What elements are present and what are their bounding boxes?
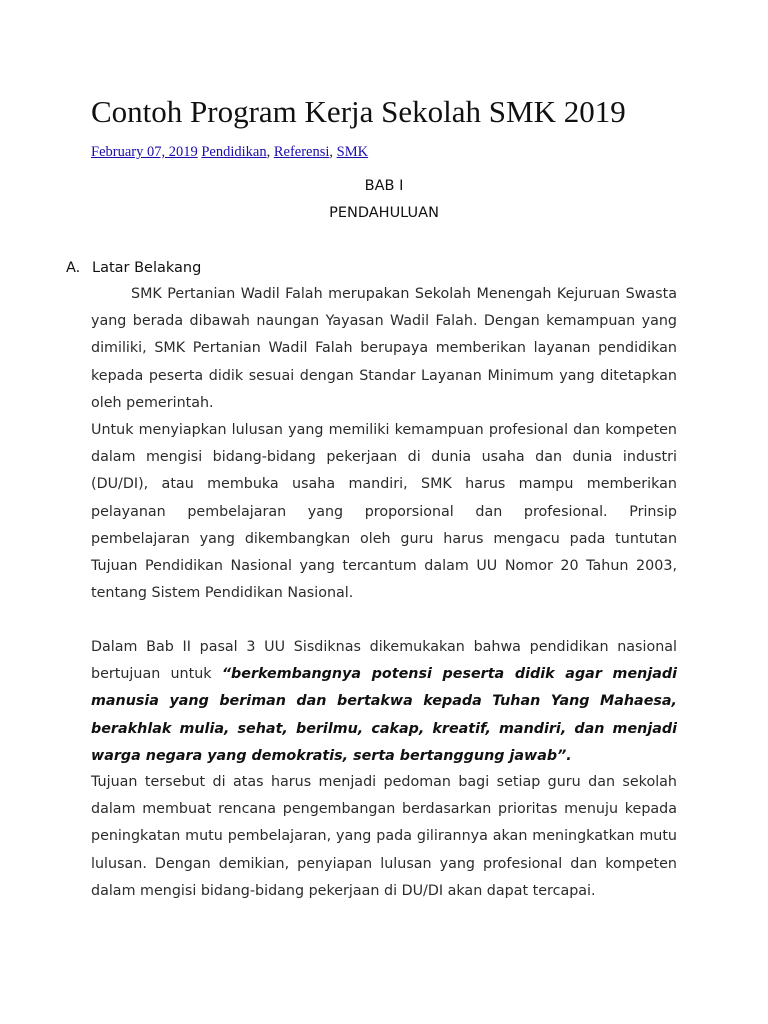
law-quote: “berkembangnya potensi peserta didik agar menjadi manusia yang beriman dan bertakwa kepada Tuhan Yang Mahaesa, berakhlak mulia, sehat, berilmu, cakap, kreatif, mandiri, dan menjadi warga negara yang demokratis, serta bertanggung jawab”.: [91, 666, 678, 764]
page-title: Contoh Program Kerja Sekolah SMK 2019: [91, 94, 626, 129]
section-heading: [66, 258, 201, 278]
tag-separator: ,: [329, 144, 337, 160]
chapter-number: BAB I: [364, 178, 404, 194]
section-marker: A.: [66, 260, 81, 276]
section-title: Latar Belakang: [92, 260, 202, 276]
post-meta: [91, 142, 368, 162]
chapter-title: PENDAHULUAN: [329, 205, 439, 221]
tag-link-pendidikan[interactable]: Pendidikan: [201, 144, 267, 160]
paragraph-2: Untuk menyiapkan lulusan yang memiliki kemampuan profesional dan kompeten dalam mengisi bidang-bidang pekerjaan di dunia usaha dan dunia industri (DU/DI), atau membuka usaha mandiri, SMK harus mampu memberikan pelayanan pembelajaran yang proporsional dan profesional. Prinsip pembelajaran yang dikembangkan oleh guru harus mengacu pada tuntutan Tujuan Pendidikan Nasional yang tercantum dalam UU Nomor 20 Tahun 2003, tentang Sistem Pendidikan Nasional.: [91, 422, 677, 602]
post-date-link[interactable]: February 07, 2019: [91, 144, 198, 160]
tag-separator: ,: [266, 144, 274, 160]
tag-link-referensi[interactable]: Referensi: [273, 144, 330, 160]
paragraph-3: [91, 634, 677, 770]
paragraph-3-lead: Dalam Bab II pasal 3 UU Sisdiknas dikemukakan bahwa pendidikan nasional bertujuan untuk: [91, 639, 677, 683]
paragraph-1: SMK Pertanian Wadil Falah merupakan Sekolah Menengah Kejuruan Swasta yang berada dibawah naungan Yayasan Wadil Falah. Dengan kemampuan yang dimiliki, SMK Pertanian Wadil Falah berupaya memberikan layanan pendidikan kepada peserta didik sesuai dengan Standar Layanan Minimum yang ditetapkan oleh pemerintah.: [91, 286, 677, 411]
tag-link-smk[interactable]: SMK: [336, 144, 369, 160]
paragraph-4: Tujuan tersebut di atas harus menjadi pedoman bagi setiap guru dan sekolah dalam membuat rencana pengembangan berdasarkan prioritas menuju kepada peningkatan mutu pembelajaran, yang pada gilirannya akan meningkatkan mutu lulusan. Dengan demikian, penyiapan lulusan yang profesional dan kompeten dalam mengisi bidang-bidang pekerjaan di DU/DI akan dapat tercapai.: [91, 774, 677, 899]
